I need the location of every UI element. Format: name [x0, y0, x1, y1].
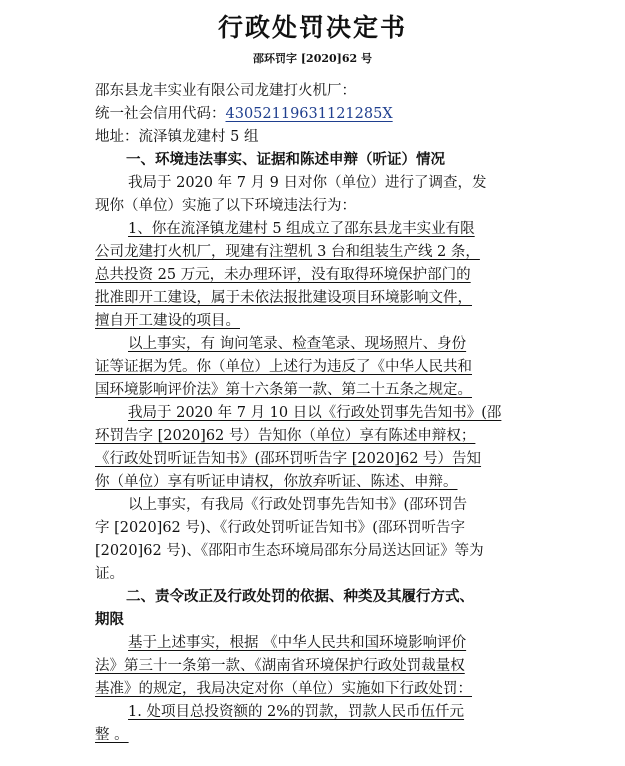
section1-line: 国环境影响评价法》第十六条第一款、第二十五条之规定。 — [95, 382, 472, 398]
credit-code-label: 统一社会信用代码： — [95, 106, 226, 122]
section1-line: 公司龙建打火机厂，现建有注塑机 3 台和组装生产线 2 条， — [95, 244, 480, 260]
section1-line: 证。 — [95, 566, 124, 582]
section1-heading: 一、环境违法事实、证据和陈述申辩（听证）情况 — [126, 151, 445, 168]
section1-line: 环罚告字 [2020]62 号）告知你（单位）享有陈述申辩权； — [95, 428, 476, 444]
section2-heading: 二、责令改正及行政处罚的依据、种类及其履行方式、 — [126, 588, 474, 605]
section2-heading-cont: 期限 — [95, 611, 124, 628]
section1-line: 以上事实，有我局《行政处罚事先告知书》(邵环罚告 — [128, 497, 468, 513]
section1-line: 我局于 2020 年 7 月 9 日对你（单位）进行了调查，发 — [128, 175, 487, 191]
recipient-address: 地址：流泽镇龙建村 5 组 — [95, 129, 259, 145]
section1-line: 现你（单位）实施了以下环境违法行为： — [95, 198, 356, 214]
section1-line: 1、你在流泽镇龙建村 5 组成立了邵东县龙丰实业有限 — [128, 221, 475, 237]
section1-line: 你（单位）享有听证申请权，你放弃听证、陈述、申辩。 — [95, 474, 458, 490]
section2-line: 基准》的规定，我局决定对你（单位）实施如下行政处罚： — [95, 681, 472, 697]
document-title: 行政处罚决定书 — [217, 13, 407, 42]
section1-line: [2020]62 号)、《邵阳市生态环境局邵东分局送达回证》等为 — [95, 543, 484, 559]
credit-code-line — [95, 103, 393, 125]
section1-line: 证等证据为凭。你（单位）上述行为违反了《中华人民共和 — [95, 359, 472, 375]
section2-line: 法》第三十一条第一款、《湖南省环境保护行政处罚裁量权 — [95, 658, 465, 674]
section1-line: 总共投资 25 万元，未办理环评，没有取得环境保护部门的 — [95, 267, 471, 283]
credit-code-value: 43052119631121285X — [225, 106, 393, 122]
section1-line: 字 [2020]62 号)、《行政处罚听证告知书》(邵环罚听告字 — [95, 520, 465, 536]
section1-line: 我局于 2020 年 7 月 10 日以《行政处罚事先告知书》(邵 — [128, 405, 502, 421]
section1-line: 批准即开工建设，属于未依法报批建设项目环境影响文件， — [95, 290, 472, 306]
section2-line: 整 。 — [95, 727, 129, 743]
section1-line: 《行政处罚听证告知书》(邵环罚听告字 [2020]62 号）告知 — [95, 451, 482, 467]
document-number: 邵环罚字 [2020]62 号 — [253, 52, 372, 65]
section2-line: 1. 处项目总投资额的 2%的罚款，罚款人民币伍仟元 — [128, 704, 465, 720]
section1-line: 以上事实，有 询问笔录、检查笔录、现场照片、身份 — [128, 336, 467, 352]
section2-line: 基于上述事实，根据 《中华人民共和国环境影响评价 — [128, 635, 467, 651]
section1-line: 擅自开工建设的项目。 — [95, 313, 240, 329]
recipient-name: 邵东县龙丰实业有限公司龙建打火机厂： — [95, 83, 356, 99]
